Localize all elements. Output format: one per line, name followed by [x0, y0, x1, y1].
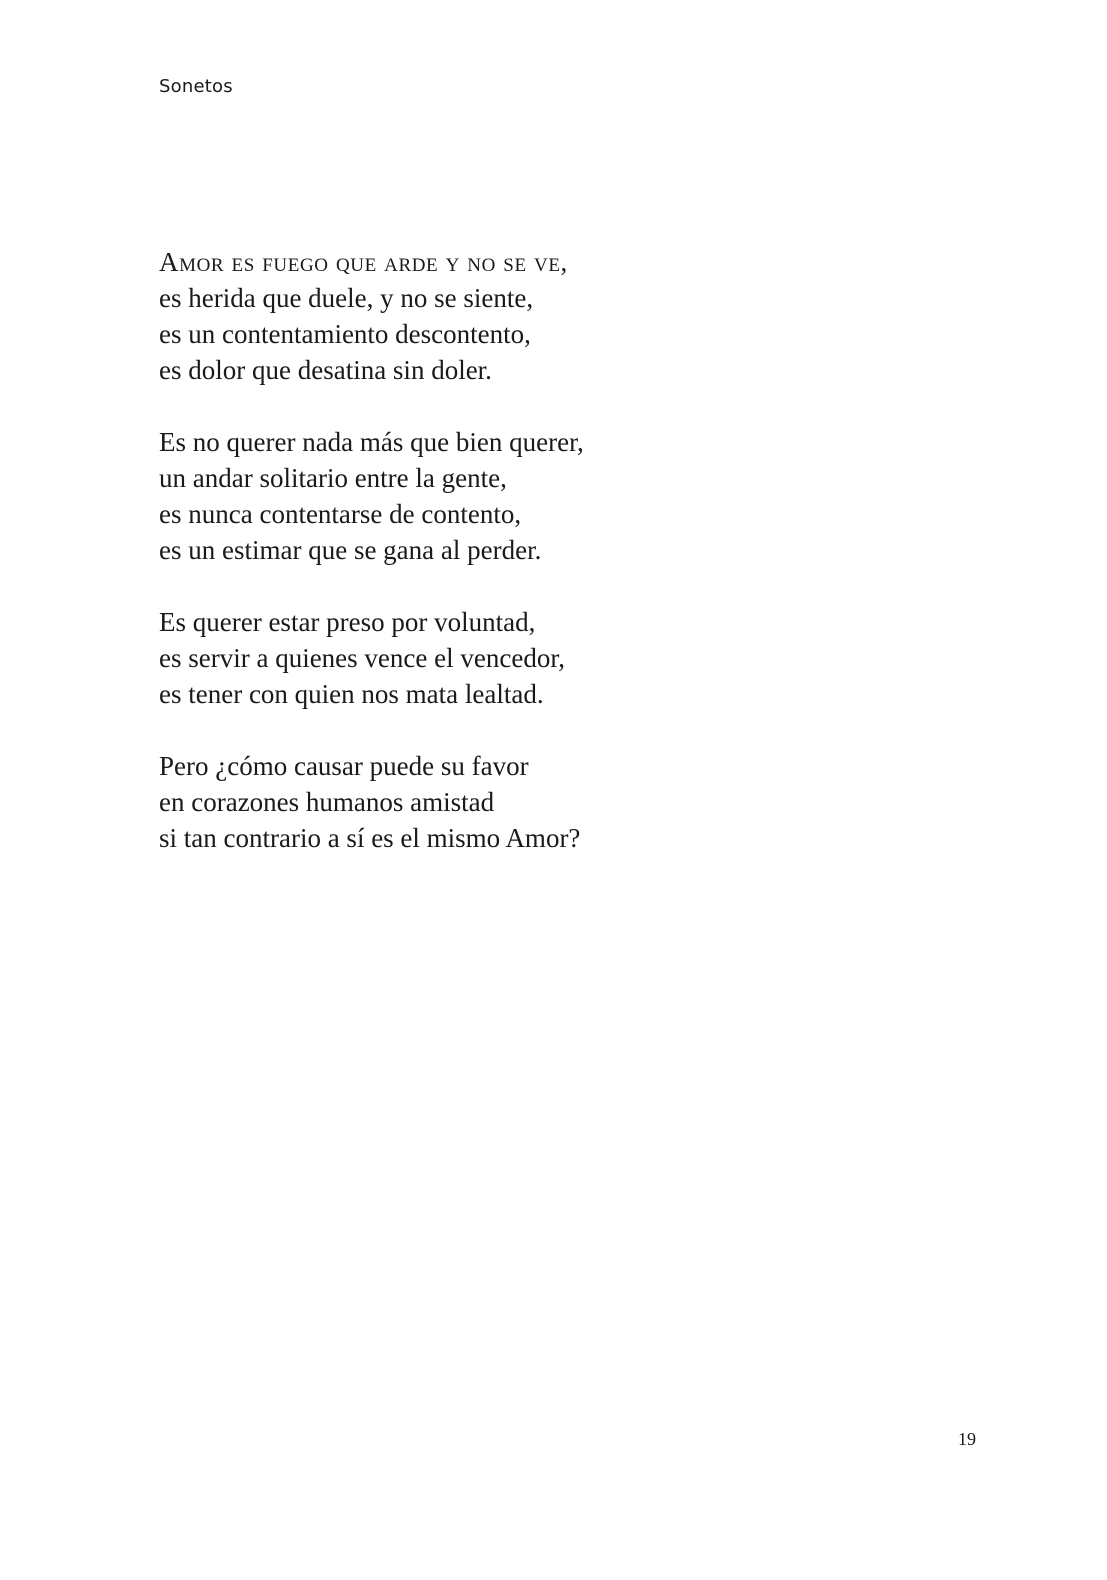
poem-line: en corazones humanos amistad [159, 787, 495, 817]
poem-line: Pero ¿cómo causar puede su favor [159, 751, 529, 781]
poem-line-opening: Amor es fuego que arde y no se ve, [159, 247, 568, 277]
poem-line: es un contentamiento descontento, [159, 319, 531, 349]
stanza [159, 604, 959, 712]
poem-line: es herida que duele, y no se siente, [159, 283, 534, 313]
running-head: Sonetos [159, 76, 233, 97]
poem-line: es dolor que desatina sin doler. [159, 355, 492, 385]
poem-line: es tener con quien nos mata lealtad. [159, 679, 544, 709]
poem-line: Es querer estar preso por voluntad, [159, 607, 536, 637]
poem-line: si tan contrario a sí es el mismo Amor? [159, 823, 581, 853]
stanza [159, 244, 959, 388]
poem-line: un andar solitario entre la gente, [159, 463, 507, 493]
page-number: 19 [958, 1429, 976, 1449]
poem-line: es nunca contentarse de contento, [159, 499, 522, 529]
poem-line: es un estimar que se gana al perder. [159, 535, 542, 565]
stanza [159, 748, 959, 856]
poem [159, 244, 959, 892]
poem-line: es servir a quienes vence el vencedor, [159, 643, 565, 673]
stanza [159, 424, 959, 568]
poem-line: Es no querer nada más que bien querer, [159, 427, 584, 457]
